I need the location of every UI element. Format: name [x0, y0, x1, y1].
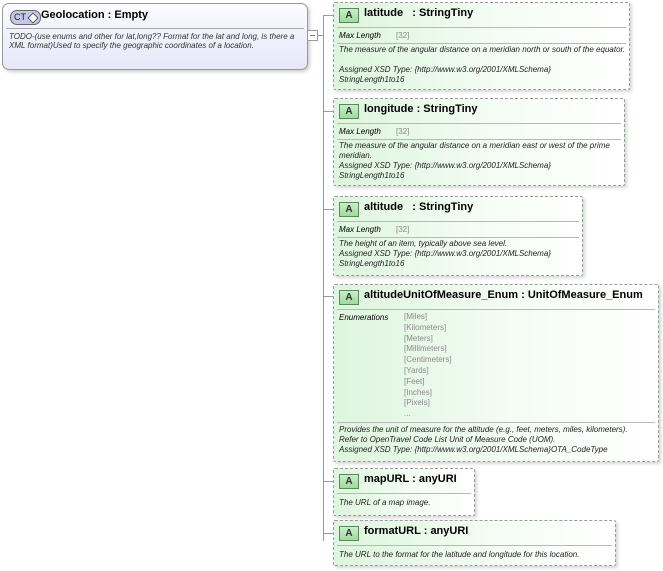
enumeration-item: [Meters]	[404, 333, 433, 343]
attribute-altitude[interactable]	[333, 196, 583, 276]
enumeration-list	[404, 312, 452, 420]
diamond-icon	[27, 12, 38, 23]
complex-type-badge: CT	[10, 10, 41, 25]
divider	[337, 27, 626, 28]
divider	[337, 493, 471, 494]
divider	[337, 221, 579, 222]
enumeration-item: [Pixels]	[404, 398, 430, 408]
branch-line	[323, 15, 333, 16]
attribute-description: The measure of the angular distance on a meridian north or south of the equator.	[339, 45, 626, 54]
facet-label: Max Length	[339, 127, 381, 136]
attribute-badge: A	[339, 104, 359, 119]
enumeration-item: [Inches]	[404, 387, 433, 397]
facet-label: Enumerations	[339, 313, 389, 322]
attribute-title: latitude : StringTiny	[364, 7, 474, 19]
attribute-description: The height of an item, typically above sea level.	[339, 239, 508, 248]
attribute-badge: A	[339, 526, 359, 541]
facet-value: [32]	[396, 127, 410, 136]
divider	[337, 237, 579, 238]
attribute-title: mapURL : anyURI	[364, 473, 457, 485]
attribute-badge: A	[339, 202, 359, 217]
enumeration-item: [Centimeters]	[404, 355, 452, 365]
divider	[337, 309, 655, 310]
divider	[337, 422, 655, 423]
facet-value: [32]	[396, 225, 410, 234]
divider	[337, 43, 626, 44]
attribute-description: The URL of a map image.	[339, 498, 431, 507]
divider	[337, 545, 612, 546]
attribute-description: Provides the unit of measure for the altitude (e.g., feet, meters, miles, kilometers). Refer to OpenTravel Code List Unit of Measure Code (UOM).	[339, 425, 628, 444]
attribute-badge: A	[339, 474, 359, 489]
attribute-title: altitude : StringTiny	[364, 201, 474, 213]
attribute-title: formatURL : anyURI	[364, 525, 469, 537]
enumeration-item: [Kilometers]	[404, 322, 447, 332]
complex-type-box	[2, 3, 308, 70]
attribute-latitude[interactable]	[333, 2, 630, 90]
divider	[337, 139, 621, 140]
enumeration-item: [Yards]	[404, 365, 429, 375]
attribute-xsd-type: Assigned XSD Type: {http://www.w3.org/2001/XMLSchema}OTA_CodeType	[339, 445, 608, 454]
tree-trunk-line	[323, 15, 324, 541]
attribute-longitude[interactable]	[333, 98, 625, 186]
attribute-altitude-unit-of-measure[interactable]	[333, 284, 659, 462]
attribute-format-url[interactable]	[333, 520, 616, 566]
divider	[337, 123, 621, 124]
attribute-description: The measure of the angular distance on a meridian east or west of the prime meridian.	[339, 141, 610, 160]
attribute-title: altitudeUnitOfMeasure_Enum : UnitOfMeasure_Enum	[364, 289, 643, 301]
attribute-title: longitude : StringTiny	[364, 103, 478, 115]
complex-type-description: TODO-(use enums and other for lat,long?? Format for the lat and long, is there a XML format)Used to specify the geographic coordinates of a location.	[9, 32, 295, 50]
complex-type-title: Geolocation : Empty	[41, 9, 148, 21]
attribute-map-url[interactable]	[333, 468, 475, 516]
facet-label: Max Length	[339, 31, 381, 40]
attribute-badge: A	[339, 8, 359, 23]
branch-line	[323, 111, 333, 112]
divider	[6, 28, 304, 29]
attribute-xsd-type: Assigned XSD Type: {http://www.w3.org/2001/XMLSchema} StringLength1to16	[339, 249, 551, 268]
branch-line	[323, 481, 333, 482]
enumeration-item: [Millimeters]	[404, 344, 447, 354]
attribute-badge: A	[339, 290, 359, 305]
attribute-description: The URL to the format for the latitude and longitude for this location.	[339, 550, 580, 559]
enumeration-item: [Miles]	[404, 312, 428, 321]
branch-line	[323, 296, 333, 297]
attribute-xsd-type: Assigned XSD Type: {http://www.w3.org/2001/XMLSchema} StringLength1to16	[339, 161, 551, 180]
facet-label: Max Length	[339, 225, 381, 234]
facet-value: [32]	[396, 31, 410, 40]
enumeration-item: [Feet]	[404, 376, 425, 386]
branch-line	[323, 209, 333, 210]
enumeration-item: ...	[404, 409, 411, 419]
branch-line	[323, 533, 333, 534]
attribute-xsd-type: Assigned XSD Type: {http://www.w3.org/2001/XMLSchema} StringLength1to16	[339, 65, 551, 84]
sequence-connector[interactable]	[307, 30, 318, 41]
